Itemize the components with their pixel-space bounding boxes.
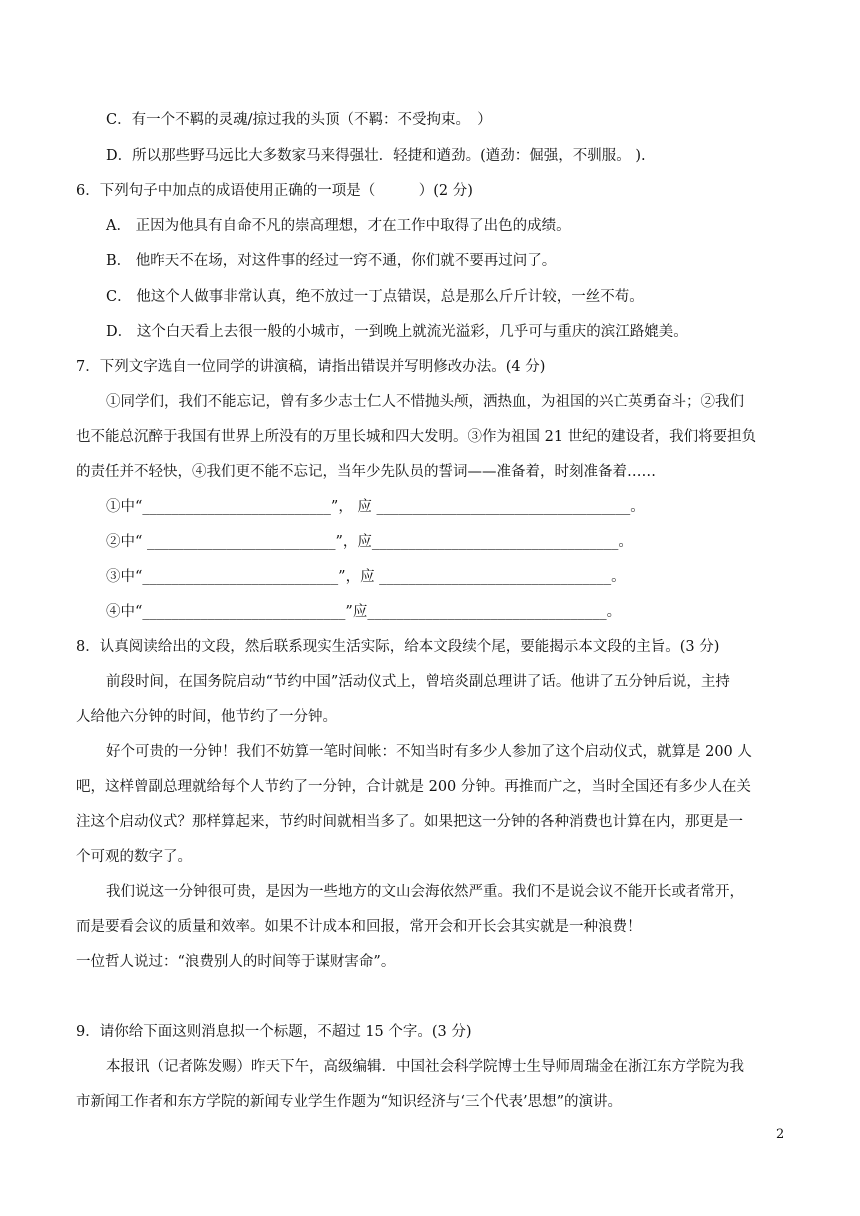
q8-passage-line-4: 吧，这样曾副总理就给每个人节约了一分钟，合计就是 200 分钟。再推而广之，当时全国还有多少人在关 (76, 779, 751, 795)
q8-passage-line-2: 人给他六分钟的时间，他节约了一分钟。 (76, 709, 337, 725)
option-a-q6: A． 正因为他具有自命不凡的崇高理想，才在工作中取得了出色的成绩。 (106, 218, 571, 234)
question-9: 9．请你给下面这则消息拟一个标题，不超过 15 个字。(3 分) (76, 1024, 472, 1040)
q8-passage-line-1: 前段时间，在国务院启动“节约中国”活动仪式上，曾培炎副总理讲了话。他讲了五分钟后说，主持 (106, 674, 730, 690)
q8-passage-line-9: 一位哲人说过：“浪费别人的时间等于谋财害命”。 (76, 954, 396, 970)
q7-answer-blank-2: ②中“ __________________________”，应__________________________________。 (106, 534, 633, 550)
q7-passage-line-2: 也不能总沉醉于我国有世界上所没有的万里长城和四大发明。③作为祖国 21 世纪的建设者，我们将要担负 (76, 429, 757, 445)
q9-passage-line-2: 市新闻工作者和东方学院的新闻专业学生作题为“知识经济与‘三个代表’思想”的演讲。 (76, 1094, 623, 1110)
question-6: 6．下列句子中加点的成语使用正确的一项是（ ）(2 分) (76, 183, 473, 199)
option-c-q5: C．有一个不羁的灵魂/掠过我的头顶（不羁：不受拘束。 ） (106, 112, 492, 128)
option-b-q6: B． 他昨天不在场，对这件事的经过一窍不通，你们就不要再过问了。 (106, 253, 557, 269)
page-number: 2 (776, 1127, 785, 1142)
q7-answer-blank-1: ①中“__________________________”， 应 ___________________________________。 (106, 499, 645, 515)
question-8: 8．认真阅读给出的文段，然后联系现实生活实际，给本文段续个尾，要能揭示本文段的主旨。(3 分) (76, 639, 720, 655)
q8-passage-line-6: 个可观的数字了。 (76, 849, 192, 865)
q8-passage-line-5: 注这个启动仪式？那样算起来，节约时间就相当多了。如果把这一分钟的各种消费也计算在内，那更是一 (76, 814, 743, 830)
q8-passage-line-8: 而是要看会议的质量和效率。如果不计成本和回报，常开会和开长会其实就是一种浪费！ (76, 919, 642, 935)
option-d-q6: D． 这个白天看上去很一般的小城市，一到晚上就流光溢彩，几乎可与重庆的滨江路媲美。 (106, 324, 688, 340)
q7-answer-blank-3: ③中“___________________________”，应 ________________________________。 (106, 569, 626, 585)
q9-passage-line-1: 本报讯（记者陈发赐）昨天下午，高级编辑．中国社会科学院博士生导师周瑞金在浙江东方学院为我 (106, 1059, 744, 1075)
q8-passage-line-3: 好个可贵的一分钟！我们不妨算一笔时间帐：不知当时有多少人参加了这个启动仪式，就算是 200 人 (106, 744, 752, 760)
q7-passage-line-1: ①同学们，我们不能忘记，曾有多少志士仁人不惜抛头颅，洒热血，为祖国的兴亡英勇奋斗；②我们 (106, 394, 744, 410)
option-d-q5: D．所以那些野马远比大多数家马来得强壮．轻捷和遒劲。(遒劲：倔强，不驯服。 ). (106, 148, 646, 164)
q7-answer-blank-4: ④中“____________________________”应_________________________________。 (106, 604, 622, 620)
question-7: 7．下列文字选自一位同学的讲演稿，请指出错误并写明修改办法。(4 分) (76, 359, 546, 375)
q7-passage-line-3: 的责任并不轻快，④我们更不能不忘记，当年少先队员的誓词——准备着，时刻准备着…… (76, 464, 656, 480)
q8-passage-line-7: 我们说这一分钟很可贵，是因为一些地方的文山会海依然严重。我们不是说会议不能开长或者常开， (106, 884, 744, 900)
option-c-q6: C． 他这个人做事非常认真，绝不放过一丁点错误，总是那么斤斤计较，一丝不苟。 (106, 289, 644, 305)
